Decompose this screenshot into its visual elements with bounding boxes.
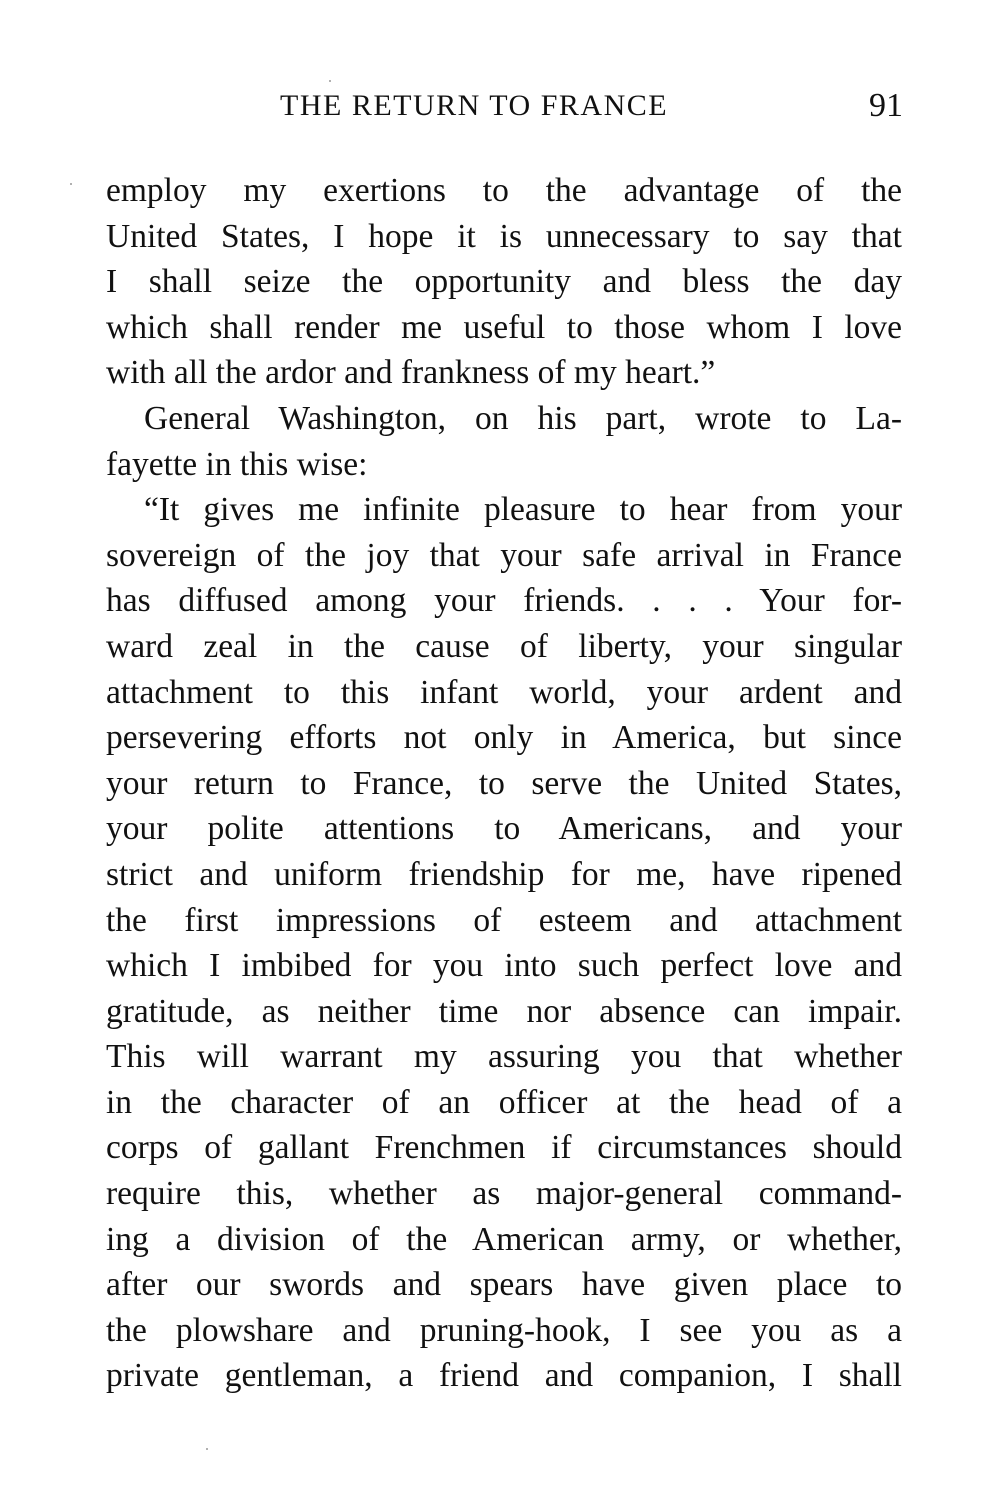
text-line: persevering efforts not only in America, but since (106, 719, 902, 757)
text-line: United States, I hope it is unnecessary to say that (106, 217, 902, 255)
paper-speck (70, 183, 72, 185)
body-text (106, 168, 902, 1399)
text-line: ing a division of the American army, or whether, (106, 1220, 902, 1258)
paper-speck (329, 80, 331, 82)
text-line: has diffused among your friends. . . . Your for- (106, 582, 902, 620)
text-line: require this, whether as major-general command- (106, 1175, 902, 1213)
text-line: attachment to this infant world, your ardent and (106, 673, 902, 711)
text-line: with all the ardor and frankness of my heart.” (106, 354, 716, 392)
paper-speck (206, 1448, 208, 1450)
text-line: private gentleman, a friend and companion, I shall (106, 1357, 902, 1395)
text-line: fayette in this wise: (106, 445, 368, 483)
text-line: which I imbibed for you into such perfect love and (106, 947, 902, 985)
text-line: your polite attentions to Americans, and your (106, 810, 902, 848)
text-line: employ my exertions to the advantage of the (106, 172, 902, 209)
text-line: which shall render me useful to those whom I love (106, 308, 902, 346)
page-number: 91 (869, 87, 903, 124)
text-line: This will warrant my assuring you that whether (106, 1038, 902, 1076)
text-line: “It gives me infinite pleasure to hear from your (144, 491, 902, 529)
text-line: gratitude, as neither time nor absence can impair. (106, 992, 902, 1030)
text-line: I shall seize the opportunity and bless the day (106, 263, 902, 301)
text-line: General Washington, on his part, wrote to La- (144, 399, 902, 437)
text-line: after our swords and spears have given place to (106, 1266, 902, 1304)
text-line: the first impressions of esteem and attachment (106, 901, 902, 939)
running-title: THE RETURN TO FRANCE (280, 89, 669, 122)
text-line: corps of gallant Frenchmen if circumstances should (106, 1129, 902, 1167)
text-line: the plowshare and pruning-hook, I see you as a (106, 1311, 902, 1349)
text-line: sovereign of the joy that your safe arrival in France (106, 536, 902, 574)
text-line: your return to France, to serve the United States, (106, 764, 902, 802)
text-line: in the character of an officer at the head of a (106, 1083, 902, 1121)
text-line: ward zeal in the cause of liberty, your singular (106, 627, 902, 665)
text-line: strict and uniform friendship for me, have ripened (106, 855, 902, 893)
